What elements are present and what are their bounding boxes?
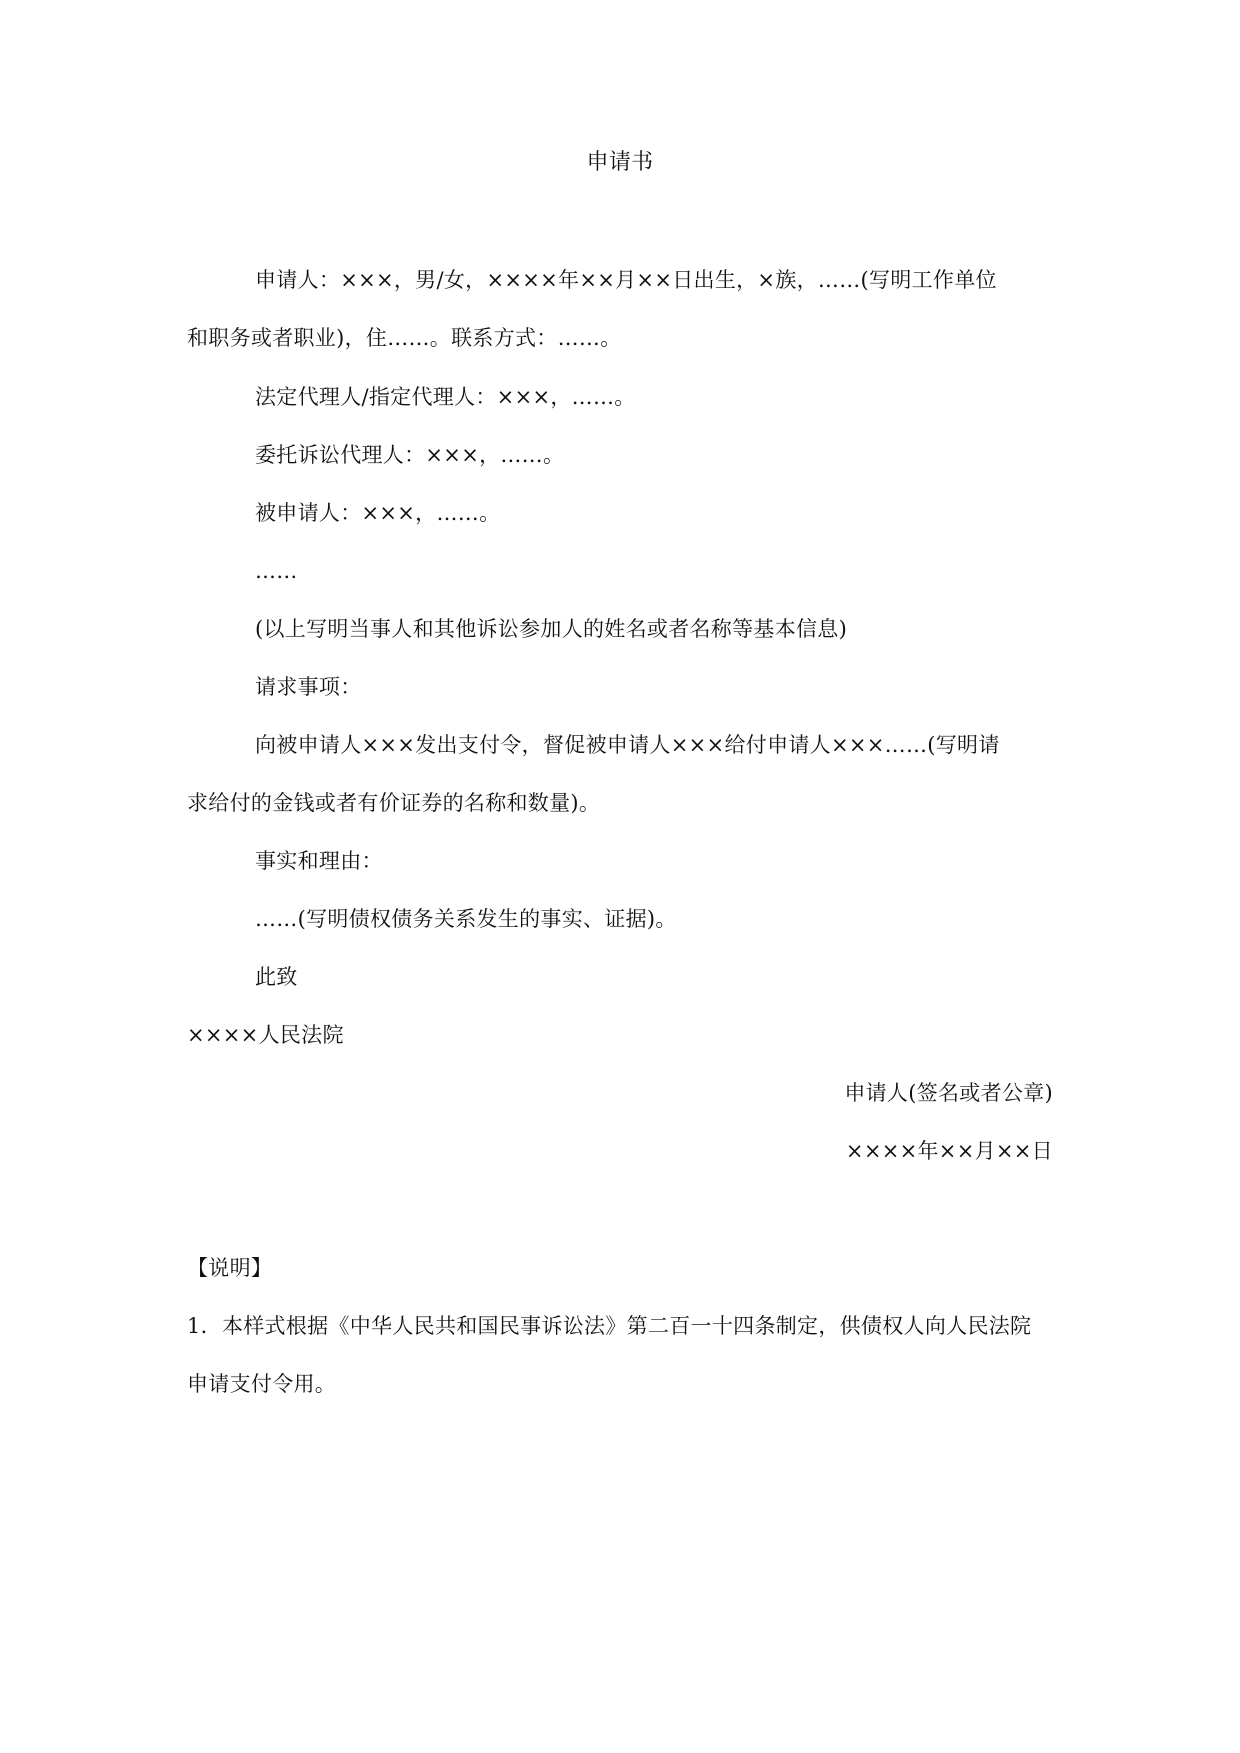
applicant-line-1: 申请人：×××，男/女，××××年××月××日出生，×族，……(写明工作单位 xyxy=(255,268,997,292)
court-name: ××××人民法院 xyxy=(187,1023,344,1047)
request-line-1: 向被申请人×××发出支付令，督促被申请人×××给付申请人×××……(写明请 xyxy=(255,733,1000,757)
legal-agent-line: 法定代理人/指定代理人：×××，……。 xyxy=(255,385,636,409)
respondent-line: 被申请人：×××，……。 xyxy=(255,501,501,525)
facts-body: ……(写明债权债务关系发生的事实、证据)。 xyxy=(255,907,677,931)
entrusted-agent-line: 委托诉讼代理人：×××，……。 xyxy=(255,443,565,467)
request-line-2: 求给付的金钱或者有价证券的名称和数量)。 xyxy=(187,791,601,815)
notes-heading: 【说明】 xyxy=(187,1256,273,1280)
parties-note: (以上写明当事人和其他诉讼参加人的姓名或者名称等基本信息) xyxy=(255,617,848,641)
notes-item-1-line-1: 1．本样式根据《中华人民共和国民事诉讼法》第二百一十四条制定，供债权人向人民法院 xyxy=(187,1314,1032,1338)
request-heading: 请求事项： xyxy=(255,675,362,699)
document-title: 申请书 xyxy=(586,150,654,175)
applicant-signature: 申请人(签名或者公章) xyxy=(844,1081,1053,1105)
document-date: ××××年××月××日 xyxy=(845,1139,1053,1163)
salutation: 此致 xyxy=(255,965,298,989)
applicant-line-2: 和职务或者职业)，住……。联系方式：……。 xyxy=(187,326,622,350)
facts-heading: 事实和理由： xyxy=(255,849,383,873)
notes-item-1-line-2: 申请支付令用。 xyxy=(187,1372,337,1396)
ellipsis-line: …… xyxy=(255,559,298,583)
